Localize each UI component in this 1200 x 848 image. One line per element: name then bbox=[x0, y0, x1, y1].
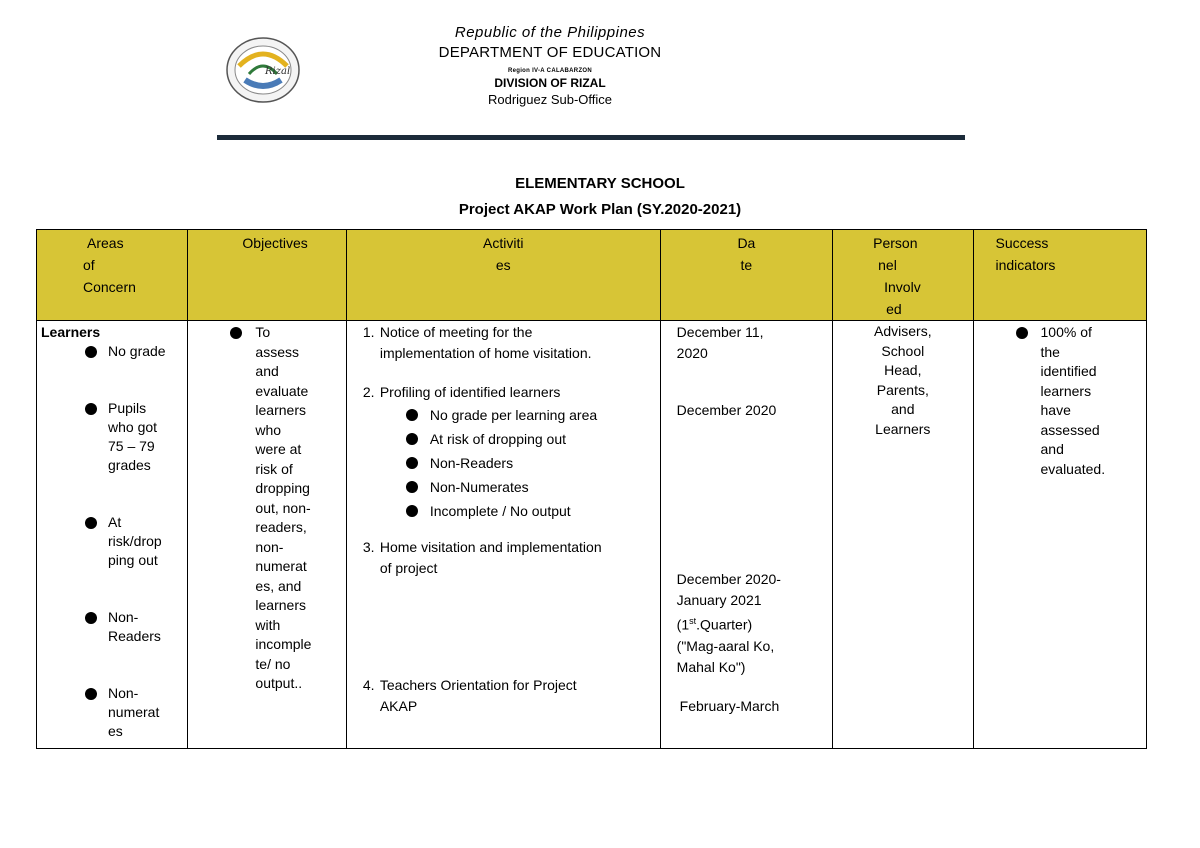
date-3: December 2020- January 2021 (1st.Quarter) ("Mag-aaral Ko, Mahal Ko") bbox=[676, 571, 781, 675]
table-header-row bbox=[37, 230, 1147, 321]
school-title: ELEMENTARY SCHOOL bbox=[515, 175, 685, 192]
department-word: DEPARTMENT bbox=[438, 44, 543, 61]
obj-lines-line: were at bbox=[255, 441, 302, 457]
table-row bbox=[37, 321, 1147, 749]
obj-lines-line: learners bbox=[255, 402, 306, 418]
personnel-cell bbox=[833, 321, 973, 749]
succ-lines-line: assessed bbox=[1040, 421, 1100, 438]
document-titles bbox=[0, 174, 1200, 220]
bullet-icon bbox=[406, 457, 418, 469]
success-text bbox=[1041, 323, 1121, 479]
obj-lines-line: es, and bbox=[255, 577, 302, 594]
republic-line: Republic of the Philippines bbox=[454, 24, 646, 41]
obj-lines-line: non- bbox=[255, 538, 284, 555]
bullet-icon bbox=[406, 409, 418, 421]
division-seal-logo bbox=[225, 36, 301, 104]
activities-cell bbox=[346, 321, 660, 749]
obj-lines-line: risk of bbox=[255, 460, 293, 477]
list-item: Non-Numerates bbox=[406, 475, 660, 499]
succ-lines-line: and bbox=[1040, 441, 1064, 457]
area-item: Pupils who got 75 – 79 grades bbox=[85, 399, 187, 475]
obj-lines-line: out, non- bbox=[255, 499, 311, 516]
plan-title: Project AKAP Work Plan (SY.2020-2021) bbox=[458, 201, 742, 218]
seal-text: Rizal bbox=[265, 66, 291, 77]
list-item: At risk of dropping out bbox=[406, 427, 660, 451]
obj-lines-line: output.. bbox=[255, 675, 303, 691]
pers-lines-line: Advisers, bbox=[874, 323, 932, 339]
date-1: December 11, 2020 bbox=[676, 324, 764, 361]
obj-lines-line: who bbox=[255, 421, 282, 438]
obj-lines-line: readers, bbox=[255, 519, 307, 535]
header-areas: Areas of Concern bbox=[37, 230, 188, 321]
sub-office-line: Rodriguez Sub-Office bbox=[487, 92, 613, 107]
activity-step-1: 1. Notice of meeting for the implementation of home visitation. bbox=[362, 324, 592, 361]
list-item: Incomplete / No output bbox=[406, 499, 660, 523]
obj-lines-line: and bbox=[255, 363, 279, 379]
obj-lines-line: dropping bbox=[255, 480, 310, 496]
pers-lines-line: Learners bbox=[875, 420, 931, 437]
obj-lines-line: numerat bbox=[255, 558, 307, 574]
date-2: December 2020 bbox=[676, 402, 777, 418]
pers-lines-line: Head, bbox=[884, 362, 922, 378]
succ-lines-line: the bbox=[1040, 343, 1060, 360]
succ-lines-line: have bbox=[1040, 402, 1071, 418]
objective-text bbox=[255, 323, 325, 694]
list-item: Non-Readers bbox=[406, 451, 660, 475]
letterhead bbox=[390, 24, 710, 110]
obj-lines-line: te/ no bbox=[255, 655, 291, 672]
success-cell bbox=[973, 321, 1147, 749]
area-item: At risk/drop ping out bbox=[85, 513, 187, 570]
bullet-icon bbox=[85, 403, 97, 415]
bullet-icon bbox=[85, 612, 97, 624]
obj-lines-line: incomple bbox=[255, 636, 312, 652]
succ-lines-line: 100% of bbox=[1040, 324, 1092, 340]
list-item: No grade per learning area bbox=[406, 403, 660, 427]
areas-cell bbox=[37, 321, 188, 749]
obj-lines-line: with bbox=[255, 616, 281, 633]
pers-lines-line: and bbox=[891, 401, 915, 417]
pers-lines-line: Parents, bbox=[876, 381, 929, 398]
activity-step-4: 4. Teachers Orientation for Project AKAP bbox=[362, 677, 577, 714]
area-item: Non- numerat es bbox=[85, 684, 187, 741]
activity-step-2: 2. Profiling of identified learners bbox=[362, 384, 561, 400]
area-item: No grade bbox=[85, 342, 187, 361]
bullet-icon bbox=[1016, 327, 1028, 339]
bullet-icon bbox=[85, 517, 97, 529]
header-activities: Activiti es bbox=[346, 230, 660, 321]
division-line: DIVISION OF RIZAL bbox=[494, 76, 606, 90]
bullet-icon bbox=[85, 688, 97, 700]
bullet-icon bbox=[406, 481, 418, 493]
obj-lines-line: learners bbox=[255, 597, 306, 613]
succ-lines-line: learners bbox=[1040, 382, 1092, 399]
personnel-text bbox=[833, 321, 972, 439]
region-line: Region IV-A CALABARZON bbox=[507, 68, 593, 74]
header-rule bbox=[217, 135, 965, 140]
learners-label: Learners bbox=[41, 324, 101, 340]
succ-lines-line: identified bbox=[1040, 363, 1097, 379]
header-success: Success indicators bbox=[973, 230, 1147, 321]
department-rest: OF EDUCATION bbox=[542, 44, 662, 61]
bullet-icon bbox=[85, 346, 97, 358]
header-date: Da te bbox=[660, 230, 832, 321]
objectives-cell bbox=[188, 321, 346, 749]
header-objectives: Objectives bbox=[188, 230, 346, 321]
date-cell bbox=[660, 321, 832, 749]
obj-lines-line: assess bbox=[255, 343, 299, 360]
pers-lines-line: School bbox=[881, 342, 925, 359]
activity-step-3: 3. Home visitation and implementation of project bbox=[362, 539, 602, 576]
header-personnel: Person nel Involv ed bbox=[833, 230, 973, 321]
date-4: February-March bbox=[679, 697, 780, 714]
bullet-icon bbox=[230, 327, 242, 339]
profiling-list bbox=[406, 403, 660, 523]
obj-lines-line: To bbox=[255, 324, 271, 340]
department-line bbox=[390, 42, 710, 64]
obj-lines-line: evaluate bbox=[255, 382, 309, 399]
bullet-icon bbox=[406, 433, 418, 445]
bullet-icon bbox=[406, 505, 418, 517]
succ-lines-line: evaluated. bbox=[1040, 460, 1106, 477]
work-plan-table bbox=[36, 229, 1147, 749]
area-item: Non- Readers bbox=[85, 608, 187, 646]
